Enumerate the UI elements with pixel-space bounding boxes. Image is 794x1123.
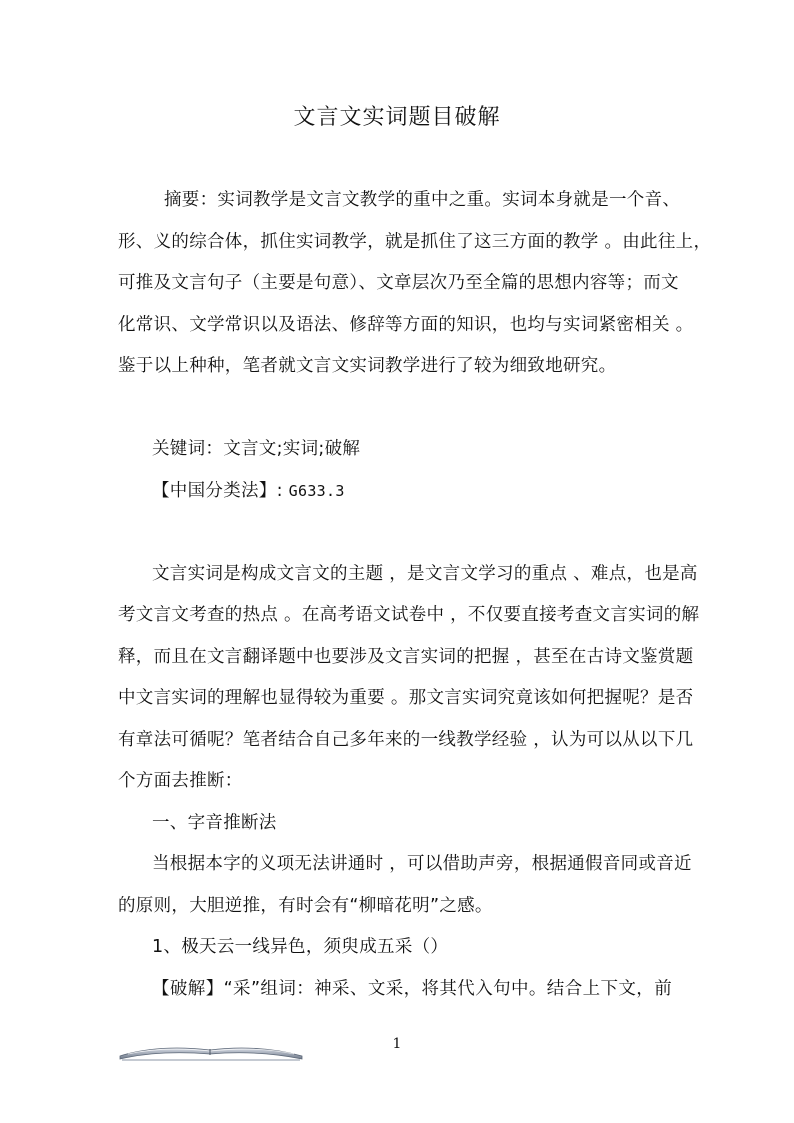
body-line-3: 释，而且在文言翻译题中也要涉及文言实词的把握 ，甚至在古诗文鉴赏题: [118, 647, 694, 667]
body-line-1: 文言实词是构成文言文的主题 ，是文言文学习的重点 、难点，也是高: [152, 564, 698, 584]
analysis-line: 【破解】“采”组词：神采、文采，将其代入句中。结合上下文，前: [152, 979, 672, 999]
section-line-1: 当根据本字的义项无法讲通时 ，可以借助声旁，根据通假音同或音近: [152, 854, 692, 874]
abstract-line-5: 鉴于以上种种，笔者就文言文实词教学进行了较为细致地研究。: [118, 356, 617, 376]
abstract-line-4: 化常识、文学常识以及语法、修辞等方面的知识，也均与实词紧密相关 。: [118, 315, 694, 335]
body-line-4: 中文言实词的理解也显得较为重要 。那文言实词究竟该如何把握呢？是否: [118, 688, 694, 708]
abstract-line-3: 可推及文言句子（主要是句意）、文章层次乃至全篇的思想内容等；而文: [118, 273, 679, 293]
keywords: 关键词：文言文;实词;破解: [152, 439, 361, 459]
document-title: 文言文实词题目破解: [293, 105, 501, 130]
body-line-2: 考文言文考查的热点 。在高考语文试卷中 ，不仅要直接考查文言实词的解: [118, 605, 700, 625]
section-heading: 一、字音推断法: [152, 813, 277, 833]
classification-label: 【中国分类法】:: [152, 481, 283, 501]
abstract-line-2: 形、义的综合体，抓住实词教学，就是抓住了这三方面的教学 。由此往上，: [118, 232, 712, 252]
classification-code: G633.3: [288, 482, 345, 500]
body-line-6: 个方面去推断：: [118, 771, 243, 791]
body-line-5: 有章法可循呢？笔者结合自己多年来的一线教学经验 ，认为可以从以下几: [118, 730, 694, 750]
classification: [152, 472, 672, 510]
abstract-line-1: 摘要：实词教学是文言文教学的重中之重。实词本身就是一个音、: [164, 190, 681, 210]
section-line-2: 的原则，大胆逆推，有时会有“柳暗花明”之感。: [118, 896, 493, 916]
page-number: 1: [392, 1036, 402, 1052]
example-line: 1、极天云一线异色，须臾成五采（）: [152, 937, 449, 957]
